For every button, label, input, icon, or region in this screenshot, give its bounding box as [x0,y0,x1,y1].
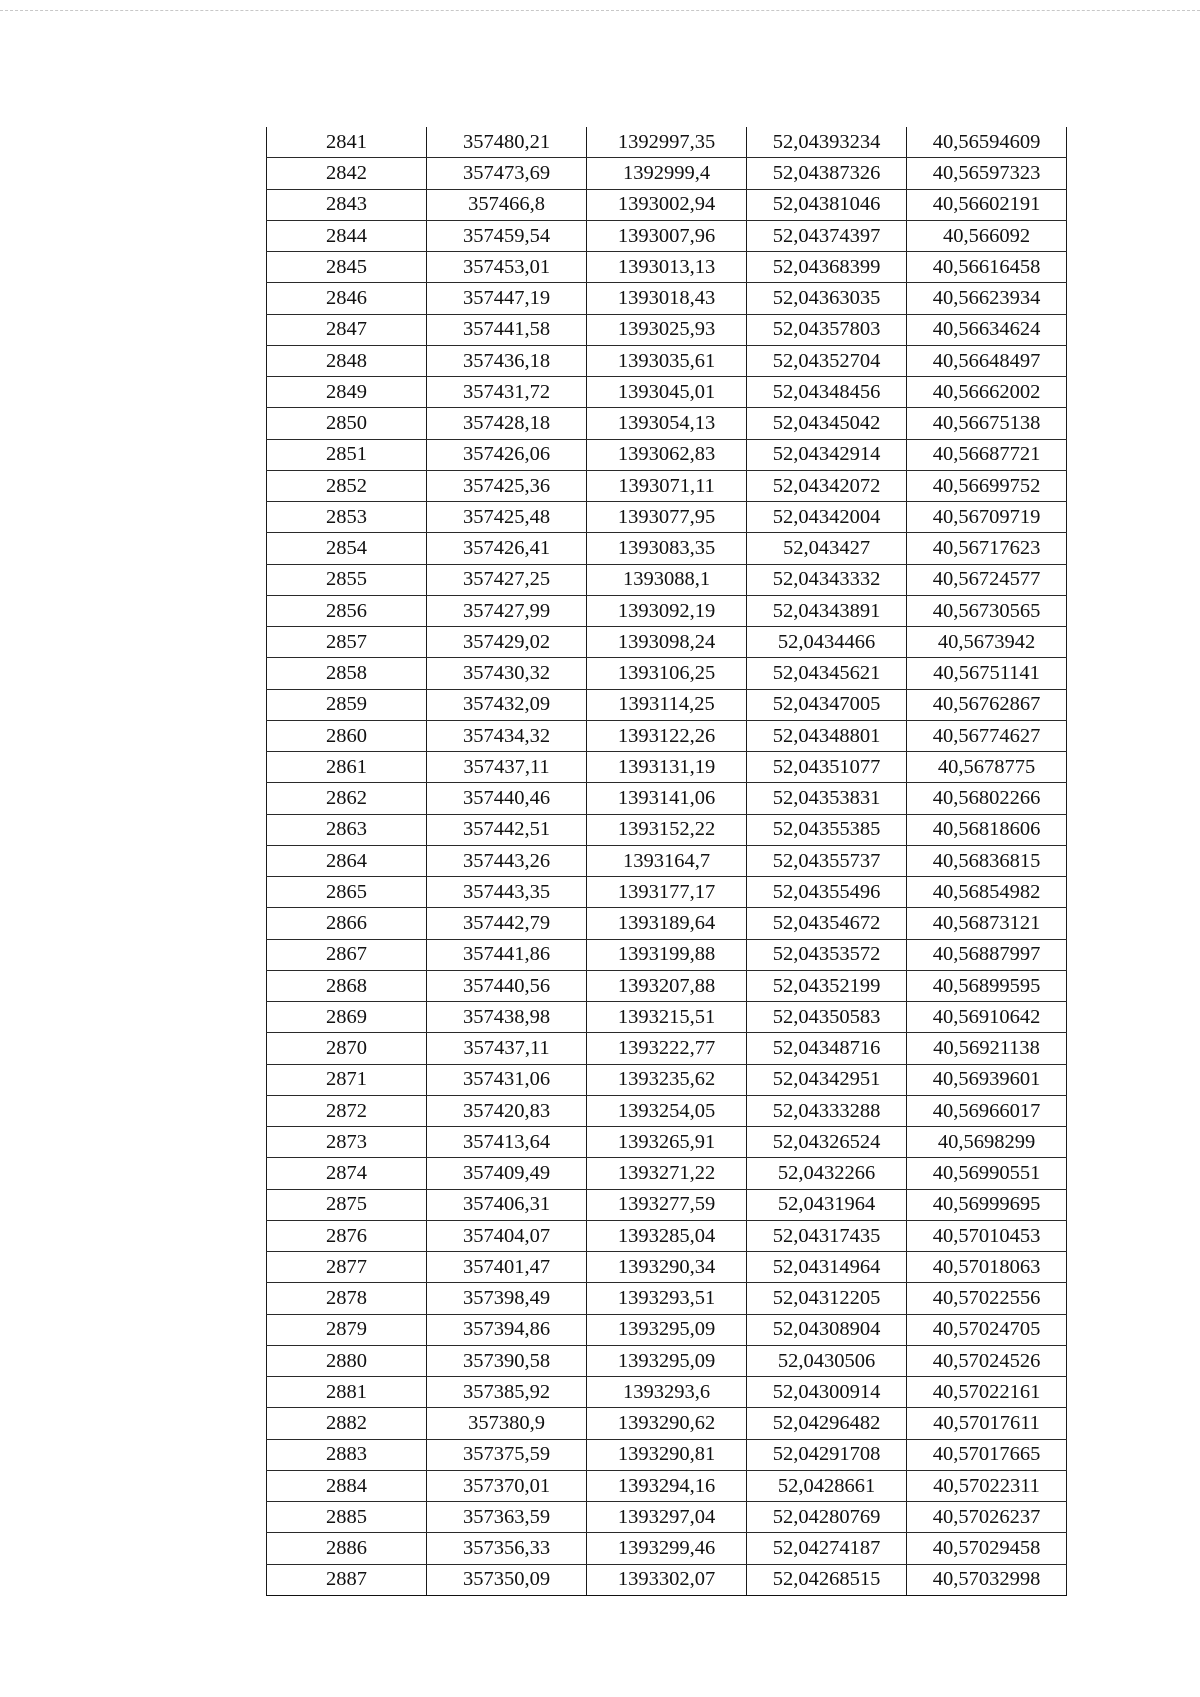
table-row [267,877,1067,908]
table-row [267,158,1067,189]
point-number-cell: 2844 [267,220,427,251]
longitude-cell: 40,56999695 [907,1189,1067,1220]
latitude-cell: 52,04342072 [747,470,907,501]
longitude-cell: 40,56717623 [907,533,1067,564]
y-coordinate-cell: 1393045,01 [587,377,747,408]
longitude-cell: 40,57022556 [907,1283,1067,1314]
table-row [267,1314,1067,1345]
longitude-cell: 40,56699752 [907,470,1067,501]
point-number-cell: 2883 [267,1439,427,1470]
latitude-cell: 52,04348801 [747,720,907,751]
x-coordinate-cell: 357350,09 [427,1564,587,1595]
x-coordinate-cell: 357438,98 [427,1002,587,1033]
table-row [267,533,1067,564]
y-coordinate-cell: 1393077,95 [587,502,747,533]
y-coordinate-cell: 1393092,19 [587,595,747,626]
point-number-cell: 2854 [267,533,427,564]
point-number-cell: 2841 [267,127,427,158]
y-coordinate-cell: 1393131,19 [587,752,747,783]
latitude-cell: 52,04374397 [747,220,907,251]
longitude-cell: 40,57029458 [907,1533,1067,1564]
x-coordinate-cell: 357466,8 [427,189,587,220]
longitude-cell: 40,56634624 [907,314,1067,345]
point-number-cell: 2879 [267,1314,427,1345]
latitude-cell: 52,04300914 [747,1377,907,1408]
longitude-cell: 40,57026237 [907,1502,1067,1533]
latitude-cell: 52,04343891 [747,595,907,626]
y-coordinate-cell: 1393088,1 [587,564,747,595]
x-coordinate-cell: 357441,58 [427,314,587,345]
y-coordinate-cell: 1393177,17 [587,877,747,908]
latitude-cell: 52,04333288 [747,1095,907,1126]
x-coordinate-cell: 357431,72 [427,377,587,408]
table-row [267,1377,1067,1408]
latitude-cell: 52,04291708 [747,1439,907,1470]
longitude-cell: 40,56762867 [907,689,1067,720]
longitude-cell: 40,56724577 [907,564,1067,595]
x-coordinate-cell: 357459,54 [427,220,587,251]
point-number-cell: 2860 [267,720,427,751]
longitude-cell: 40,57022161 [907,1377,1067,1408]
table-row [267,127,1067,158]
latitude-cell: 52,04352704 [747,345,907,376]
y-coordinate-cell: 1393098,24 [587,627,747,658]
x-coordinate-cell: 357436,18 [427,345,587,376]
y-coordinate-cell: 1393002,94 [587,189,747,220]
table-row [267,1408,1067,1439]
table-row [267,1564,1067,1595]
longitude-cell: 40,56966017 [907,1095,1067,1126]
table-row [267,377,1067,408]
x-coordinate-cell: 357442,51 [427,814,587,845]
y-coordinate-cell: 1393199,88 [587,939,747,970]
x-coordinate-cell: 357426,06 [427,439,587,470]
longitude-cell: 40,57018063 [907,1252,1067,1283]
longitude-cell: 40,56854982 [907,877,1067,908]
point-number-cell: 2863 [267,814,427,845]
longitude-cell: 40,57010453 [907,1220,1067,1251]
scan-edge-line [0,10,1200,11]
x-coordinate-cell: 357420,83 [427,1095,587,1126]
x-coordinate-cell: 357385,92 [427,1377,587,1408]
table-row [267,1470,1067,1501]
y-coordinate-cell: 1393007,96 [587,220,747,251]
x-coordinate-cell: 357432,09 [427,689,587,720]
table-row [267,689,1067,720]
longitude-cell: 40,57017665 [907,1439,1067,1470]
x-coordinate-cell: 357440,46 [427,783,587,814]
table-row [267,1064,1067,1095]
x-coordinate-cell: 357401,47 [427,1252,587,1283]
point-number-cell: 2845 [267,252,427,283]
table-row [267,720,1067,751]
point-number-cell: 2850 [267,408,427,439]
latitude-cell: 52,04312205 [747,1283,907,1314]
point-number-cell: 2858 [267,658,427,689]
y-coordinate-cell: 1393189,64 [587,908,747,939]
latitude-cell: 52,04343332 [747,564,907,595]
y-coordinate-cell: 1393297,04 [587,1502,747,1533]
x-coordinate-cell: 357441,86 [427,939,587,970]
x-coordinate-cell: 357443,26 [427,845,587,876]
latitude-cell: 52,04342004 [747,502,907,533]
x-coordinate-cell: 357437,11 [427,752,587,783]
latitude-cell: 52,04347005 [747,689,907,720]
point-number-cell: 2881 [267,1377,427,1408]
longitude-cell: 40,56818606 [907,814,1067,845]
table-row [267,595,1067,626]
point-number-cell: 2878 [267,1283,427,1314]
point-number-cell: 2884 [267,1470,427,1501]
latitude-cell: 52,04368399 [747,252,907,283]
longitude-cell: 40,56939601 [907,1064,1067,1095]
latitude-cell: 52,04353572 [747,939,907,970]
y-coordinate-cell: 1393054,13 [587,408,747,439]
x-coordinate-cell: 357428,18 [427,408,587,439]
latitude-cell: 52,0430506 [747,1345,907,1376]
longitude-cell: 40,56597323 [907,158,1067,189]
point-number-cell: 2886 [267,1533,427,1564]
table-row [267,345,1067,376]
point-number-cell: 2868 [267,970,427,1001]
point-number-cell: 2842 [267,158,427,189]
longitude-cell: 40,56730565 [907,595,1067,626]
longitude-cell: 40,56675138 [907,408,1067,439]
y-coordinate-cell: 1393122,26 [587,720,747,751]
point-number-cell: 2875 [267,1189,427,1220]
y-coordinate-cell: 1393302,07 [587,1564,747,1595]
x-coordinate-cell: 357370,01 [427,1470,587,1501]
longitude-cell: 40,57032998 [907,1564,1067,1595]
table-row [267,1033,1067,1064]
latitude-cell: 52,0434466 [747,627,907,658]
point-number-cell: 2857 [267,627,427,658]
longitude-cell: 40,56751141 [907,658,1067,689]
y-coordinate-cell: 1393285,04 [587,1220,747,1251]
latitude-cell: 52,04355496 [747,877,907,908]
point-number-cell: 2870 [267,1033,427,1064]
x-coordinate-cell: 357398,49 [427,1283,587,1314]
x-coordinate-cell: 357442,79 [427,908,587,939]
y-coordinate-cell: 1393254,05 [587,1095,747,1126]
latitude-cell: 52,04355385 [747,814,907,845]
longitude-cell: 40,56910642 [907,1002,1067,1033]
x-coordinate-cell: 357443,35 [427,877,587,908]
point-number-cell: 2872 [267,1095,427,1126]
table-row [267,408,1067,439]
latitude-cell: 52,04326524 [747,1127,907,1158]
x-coordinate-cell: 357480,21 [427,127,587,158]
y-coordinate-cell: 1393062,83 [587,439,747,470]
y-coordinate-cell: 1392999,4 [587,158,747,189]
x-coordinate-cell: 357434,32 [427,720,587,751]
coordinates-table [266,127,1067,1596]
point-number-cell: 2859 [267,689,427,720]
longitude-cell: 40,56709719 [907,502,1067,533]
latitude-cell: 52,04348716 [747,1033,907,1064]
point-number-cell: 2877 [267,1252,427,1283]
table-row [267,439,1067,470]
table-row [267,189,1067,220]
longitude-cell: 40,56594609 [907,127,1067,158]
longitude-cell: 40,56873121 [907,908,1067,939]
latitude-cell: 52,04381046 [747,189,907,220]
y-coordinate-cell: 1393141,06 [587,783,747,814]
longitude-cell: 40,56616458 [907,252,1067,283]
longitude-cell: 40,56802266 [907,783,1067,814]
longitude-cell: 40,5698299 [907,1127,1067,1158]
longitude-cell: 40,5673942 [907,627,1067,658]
y-coordinate-cell: 1393215,51 [587,1002,747,1033]
point-number-cell: 2866 [267,908,427,939]
point-number-cell: 2849 [267,377,427,408]
table-row [267,1502,1067,1533]
point-number-cell: 2861 [267,752,427,783]
point-number-cell: 2874 [267,1158,427,1189]
x-coordinate-cell: 357409,49 [427,1158,587,1189]
latitude-cell: 52,04354672 [747,908,907,939]
longitude-cell: 40,57024526 [907,1345,1067,1376]
table-row [267,220,1067,251]
coordinates-table-body [267,127,1067,1595]
longitude-cell: 40,5678775 [907,752,1067,783]
table-row [267,1127,1067,1158]
longitude-cell: 40,57017611 [907,1408,1067,1439]
y-coordinate-cell: 1393290,81 [587,1439,747,1470]
y-coordinate-cell: 1393295,09 [587,1345,747,1376]
table-row [267,502,1067,533]
table-row [267,970,1067,1001]
x-coordinate-cell: 357431,06 [427,1064,587,1095]
x-coordinate-cell: 357430,32 [427,658,587,689]
x-coordinate-cell: 357447,19 [427,283,587,314]
latitude-cell: 52,04268515 [747,1564,907,1595]
point-number-cell: 2885 [267,1502,427,1533]
y-coordinate-cell: 1393294,16 [587,1470,747,1501]
y-coordinate-cell: 1393293,6 [587,1377,747,1408]
point-number-cell: 2843 [267,189,427,220]
y-coordinate-cell: 1393013,13 [587,252,747,283]
x-coordinate-cell: 357426,41 [427,533,587,564]
latitude-cell: 52,04342951 [747,1064,907,1095]
longitude-cell: 40,56662002 [907,377,1067,408]
longitude-cell: 40,57024705 [907,1314,1067,1345]
table-row [267,1158,1067,1189]
x-coordinate-cell: 357425,48 [427,502,587,533]
x-coordinate-cell: 357427,25 [427,564,587,595]
x-coordinate-cell: 357390,58 [427,1345,587,1376]
latitude-cell: 52,04393234 [747,127,907,158]
table-row [267,1220,1067,1251]
table-row [267,1283,1067,1314]
table-row [267,252,1067,283]
latitude-cell: 52,0431964 [747,1189,907,1220]
x-coordinate-cell: 357356,33 [427,1533,587,1564]
x-coordinate-cell: 357375,59 [427,1439,587,1470]
table-row [267,845,1067,876]
latitude-cell: 52,04314964 [747,1252,907,1283]
point-number-cell: 2851 [267,439,427,470]
x-coordinate-cell: 357427,99 [427,595,587,626]
table-row [267,1533,1067,1564]
point-number-cell: 2865 [267,877,427,908]
table-row [267,939,1067,970]
point-number-cell: 2847 [267,314,427,345]
y-coordinate-cell: 1393271,22 [587,1158,747,1189]
y-coordinate-cell: 1393290,34 [587,1252,747,1283]
table-row [267,752,1067,783]
latitude-cell: 52,04296482 [747,1408,907,1439]
x-coordinate-cell: 357413,64 [427,1127,587,1158]
table-row [267,470,1067,501]
x-coordinate-cell: 357406,31 [427,1189,587,1220]
latitude-cell: 52,04357803 [747,314,907,345]
point-number-cell: 2848 [267,345,427,376]
y-coordinate-cell: 1393114,25 [587,689,747,720]
longitude-cell: 40,56887997 [907,939,1067,970]
x-coordinate-cell: 357425,36 [427,470,587,501]
longitude-cell: 40,56687721 [907,439,1067,470]
y-coordinate-cell: 1393083,35 [587,533,747,564]
longitude-cell: 40,566092 [907,220,1067,251]
y-coordinate-cell: 1393164,7 [587,845,747,876]
x-coordinate-cell: 357404,07 [427,1220,587,1251]
y-coordinate-cell: 1393295,09 [587,1314,747,1345]
longitude-cell: 40,56602191 [907,189,1067,220]
longitude-cell: 40,56921138 [907,1033,1067,1064]
point-number-cell: 2869 [267,1002,427,1033]
longitude-cell: 40,57022311 [907,1470,1067,1501]
point-number-cell: 2846 [267,283,427,314]
point-number-cell: 2876 [267,1220,427,1251]
latitude-cell: 52,04355737 [747,845,907,876]
y-coordinate-cell: 1393299,46 [587,1533,747,1564]
latitude-cell: 52,04317435 [747,1220,907,1251]
y-coordinate-cell: 1393018,43 [587,283,747,314]
latitude-cell: 52,0428661 [747,1470,907,1501]
latitude-cell: 52,04345621 [747,658,907,689]
point-number-cell: 2867 [267,939,427,970]
x-coordinate-cell: 357453,01 [427,252,587,283]
longitude-cell: 40,56648497 [907,345,1067,376]
table-row [267,1002,1067,1033]
longitude-cell: 40,56836815 [907,845,1067,876]
y-coordinate-cell: 1393035,61 [587,345,747,376]
table-row [267,627,1067,658]
latitude-cell: 52,04348456 [747,377,907,408]
x-coordinate-cell: 357440,56 [427,970,587,1001]
y-coordinate-cell: 1393025,93 [587,314,747,345]
table-row [267,314,1067,345]
table-row [267,1252,1067,1283]
table-row [267,1345,1067,1376]
x-coordinate-cell: 357394,86 [427,1314,587,1345]
table-row [267,658,1067,689]
y-coordinate-cell: 1393106,25 [587,658,747,689]
latitude-cell: 52,04308904 [747,1314,907,1345]
table-row [267,1095,1067,1126]
x-coordinate-cell: 357473,69 [427,158,587,189]
y-coordinate-cell: 1393207,88 [587,970,747,1001]
latitude-cell: 52,04363035 [747,283,907,314]
table-row [267,564,1067,595]
point-number-cell: 2852 [267,470,427,501]
table-row [267,1439,1067,1470]
y-coordinate-cell: 1393277,59 [587,1189,747,1220]
y-coordinate-cell: 1393235,62 [587,1064,747,1095]
y-coordinate-cell: 1393293,51 [587,1283,747,1314]
latitude-cell: 52,04350583 [747,1002,907,1033]
point-number-cell: 2853 [267,502,427,533]
x-coordinate-cell: 357363,59 [427,1502,587,1533]
latitude-cell: 52,04274187 [747,1533,907,1564]
table-row [267,283,1067,314]
point-number-cell: 2880 [267,1345,427,1376]
point-number-cell: 2873 [267,1127,427,1158]
latitude-cell: 52,04280769 [747,1502,907,1533]
point-number-cell: 2862 [267,783,427,814]
x-coordinate-cell: 357380,9 [427,1408,587,1439]
point-number-cell: 2882 [267,1408,427,1439]
point-number-cell: 2871 [267,1064,427,1095]
y-coordinate-cell: 1393290,62 [587,1408,747,1439]
latitude-cell: 52,04387326 [747,158,907,189]
y-coordinate-cell: 1393222,77 [587,1033,747,1064]
y-coordinate-cell: 1393152,22 [587,814,747,845]
table-row [267,783,1067,814]
x-coordinate-cell: 357437,11 [427,1033,587,1064]
table-row [267,908,1067,939]
y-coordinate-cell: 1392997,35 [587,127,747,158]
x-coordinate-cell: 357429,02 [427,627,587,658]
table-row [267,814,1067,845]
longitude-cell: 40,56623934 [907,283,1067,314]
y-coordinate-cell: 1393265,91 [587,1127,747,1158]
latitude-cell: 52,0432266 [747,1158,907,1189]
latitude-cell: 52,04352199 [747,970,907,1001]
point-number-cell: 2864 [267,845,427,876]
longitude-cell: 40,56990551 [907,1158,1067,1189]
table-row [267,1189,1067,1220]
point-number-cell: 2856 [267,595,427,626]
point-number-cell: 2855 [267,564,427,595]
y-coordinate-cell: 1393071,11 [587,470,747,501]
latitude-cell: 52,04342914 [747,439,907,470]
longitude-cell: 40,56774627 [907,720,1067,751]
latitude-cell: 52,043427 [747,533,907,564]
point-number-cell: 2887 [267,1564,427,1595]
longitude-cell: 40,56899595 [907,970,1067,1001]
latitude-cell: 52,04353831 [747,783,907,814]
latitude-cell: 52,04345042 [747,408,907,439]
latitude-cell: 52,04351077 [747,752,907,783]
